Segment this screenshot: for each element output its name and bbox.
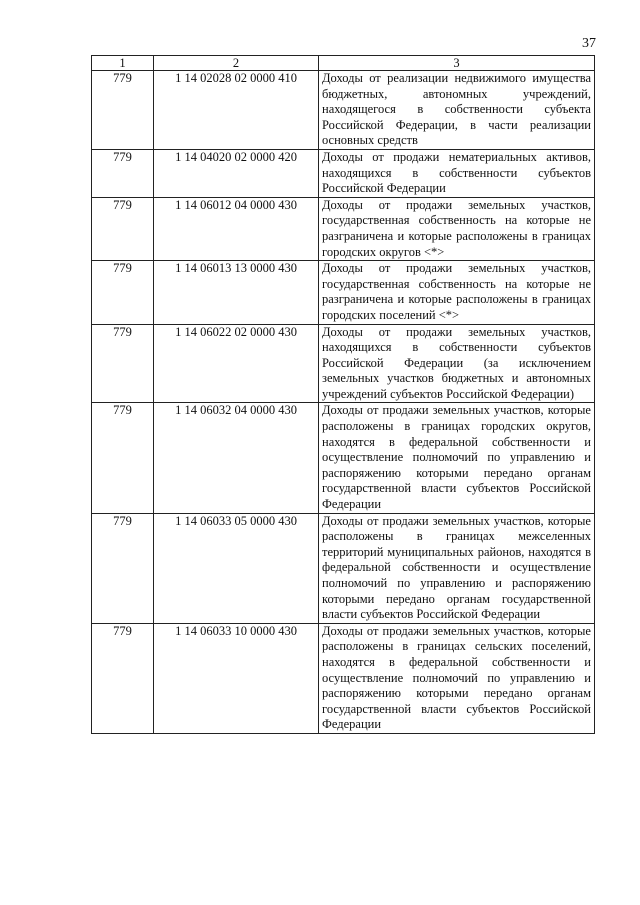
budget-code-cell: 1 14 06032 04 0000 430 (154, 403, 319, 513)
description-cell: Доходы от продажи земельных участков, которые расположены в границах сельских поселений, находятся в федеральной собственности и осуществление полномочий по управлению и распоряжению которыми передано органам государственной власти субъектов Российской Федерации (319, 623, 595, 733)
admin-code-cell: 779 (92, 261, 154, 324)
description-cell: Доходы от реализации недвижимого имущества бюджетных, автономных учреждений, находящегося в собственности субъекта Российской Федерации, в части реализации основных средств (319, 71, 595, 150)
column-header-2: 2 (154, 56, 319, 71)
admin-code-cell: 779 (92, 324, 154, 403)
admin-code-cell: 779 (92, 197, 154, 260)
page-number: 37 (582, 36, 596, 51)
budget-code-cell: 1 14 06033 10 0000 430 (154, 623, 319, 733)
table-row (92, 324, 595, 403)
column-header-3: 3 (319, 56, 595, 71)
budget-code-cell: 1 14 02028 02 0000 410 (154, 71, 319, 150)
budget-code-cell: 1 14 06022 02 0000 430 (154, 324, 319, 403)
table-row (92, 513, 595, 623)
admin-code-cell: 779 (92, 513, 154, 623)
description-cell: Доходы от продажи земельных участков, которые расположены в границах городских округов, находятся в федеральной собственности и осуществление полномочий по управлению и распоряжению которыми передано органам государственной власти субъектов Российской Федерации (319, 403, 595, 513)
budget-code-cell: 1 14 06012 04 0000 430 (154, 197, 319, 260)
table-header-row (92, 56, 595, 71)
description-cell: Доходы от продажи земельных участков, находящихся в собственности субъектов Российской Федерации (за исключением земельных участков бюджетных и автономных учреждений субъектов Российской Федерации) (319, 324, 595, 403)
description-cell: Доходы от продажи нематериальных активов, находящихся в собственности субъектов Российской Федерации (319, 149, 595, 197)
description-cell: Доходы от продажи земельных участков, которые расположены в границах межселенных территорий муниципальных районов, находятся в федеральной собственности и осуществление полномочий по управлению и распоряжению которыми передано органам государственной власти субъектов Российской Федерации (319, 513, 595, 623)
revenue-codes-table (91, 55, 595, 734)
table-row (92, 197, 595, 260)
budget-code-cell: 1 14 06033 05 0000 430 (154, 513, 319, 623)
table-row (92, 403, 595, 513)
admin-code-cell: 779 (92, 71, 154, 150)
admin-code-cell: 779 (92, 149, 154, 197)
table-row (92, 71, 595, 150)
table-row (92, 261, 595, 324)
budget-code-cell: 1 14 06013 13 0000 430 (154, 261, 319, 324)
description-cell: Доходы от продажи земельных участков, государственная собственность на которые не разграничена и которые расположены в границах городских округов <*> (319, 197, 595, 260)
column-header-1: 1 (92, 56, 154, 71)
admin-code-cell: 779 (92, 623, 154, 733)
table-row (92, 149, 595, 197)
budget-code-cell: 1 14 04020 02 0000 420 (154, 149, 319, 197)
description-cell: Доходы от продажи земельных участков, государственная собственность на которые не разграничена и которые расположены в границах городских поселений <*> (319, 261, 595, 324)
admin-code-cell: 779 (92, 403, 154, 513)
table-row (92, 623, 595, 733)
